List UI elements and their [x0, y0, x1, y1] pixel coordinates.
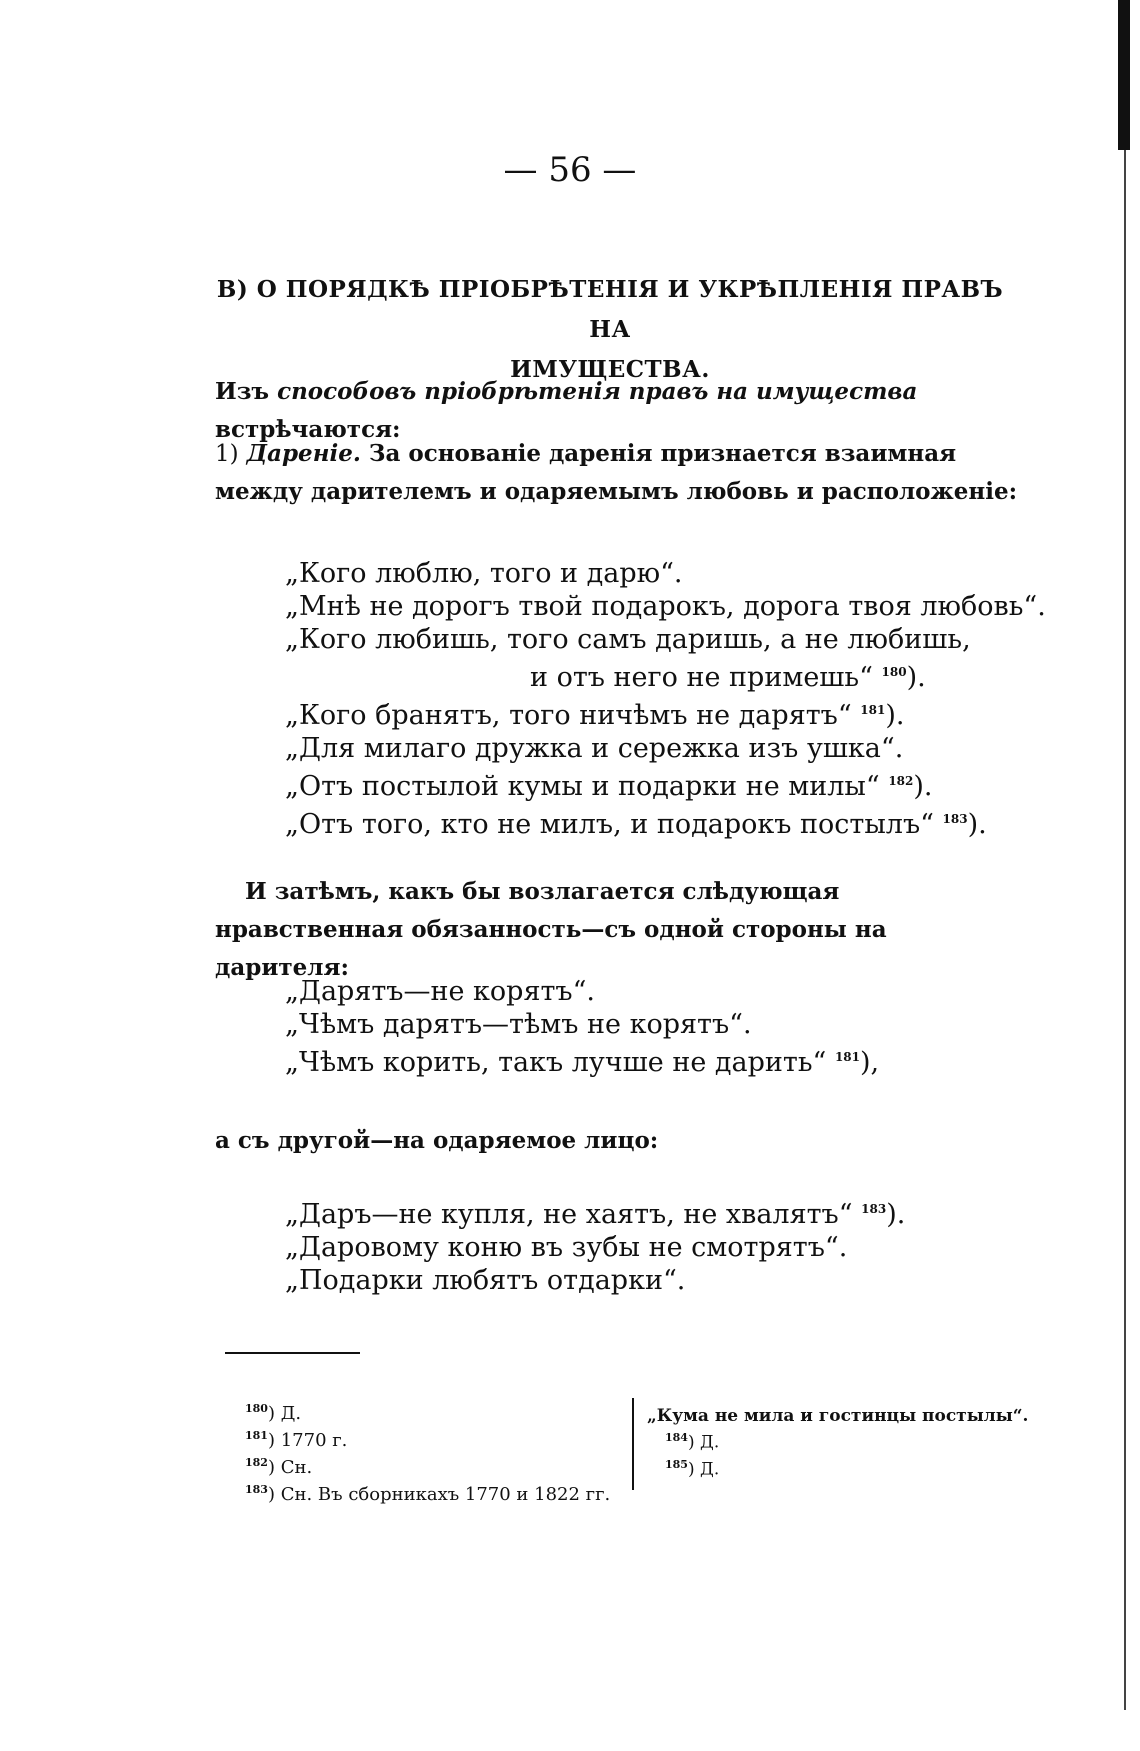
- proverb-line: „Дарятъ—не корятъ“.: [285, 976, 595, 1007]
- footnotes-left: [245, 1398, 610, 1506]
- footnote-ref: 181: [860, 703, 886, 717]
- section-heading: [200, 270, 1020, 390]
- footnote-ref: 182: [888, 774, 914, 788]
- section-1-text: За основаніе даренія признается взаимная между дарителемъ и одаряемымъ любовь и расположеніе:: [215, 440, 1018, 505]
- proverb-line: „Мнѣ не дорогъ твой подарокъ, дорога твоя любовь“.: [285, 591, 1046, 622]
- footnote-item: $^{182}$) Сн.: [245, 1456, 313, 1478]
- section-1-paragraph: [215, 435, 1025, 511]
- paragraph-3: а съ другой—на одаряемое лицо:: [215, 1127, 659, 1154]
- intro-post: встрѣчаются:: [215, 416, 401, 443]
- scan-edge-line: [1124, 150, 1126, 1710]
- proverb-line: „Отъ постылой кумы и подарки не милы“ $^{182}$).: [285, 771, 933, 802]
- footnote-ref: 180: [881, 665, 907, 679]
- heading-line-2: ИМУЩЕСТВА.: [510, 356, 710, 383]
- footnote-column-divider: [632, 1398, 634, 1490]
- intro-italic: способовъ пріобрѣтенія правъ на имущества: [277, 378, 918, 405]
- proverbs-block-1: [285, 557, 1046, 841]
- footnote-item: $^{181}$) 1770 г.: [245, 1429, 348, 1451]
- intro-pre: Изъ: [215, 378, 270, 405]
- section-1-title: Дареніе.: [246, 440, 361, 467]
- heading-line-1: В) О ПОРЯДКѢ ПРІОБРѢТЕНІЯ И УКРѢПЛЕНІЯ ПРАВЪ НА: [216, 276, 1004, 343]
- proverb-line: „Чѣмъ корить, такъ лучше не дарить“ $^{181}$),: [285, 1047, 880, 1078]
- proverb-line: и отъ него не примешь“ $^{180}$).: [530, 662, 926, 693]
- proverbs-block-2: [285, 975, 879, 1079]
- proverb-line: „Даровому коню въ зубы не смотрятъ“.: [285, 1232, 848, 1263]
- proverbs-block-3: [285, 1193, 905, 1297]
- scan-edge-bar: [1118, 0, 1130, 150]
- proverb-line: „Кого люблю, того и дарю“.: [285, 558, 683, 589]
- footnote-rule: [225, 1352, 360, 1354]
- footnote-ref: 183: [861, 1202, 887, 1216]
- footnote-ref: 181: [834, 1050, 860, 1064]
- footnote-item: $^{180}$) Д.: [245, 1402, 302, 1424]
- footnote-item: $^{183}$) Сн. Въ сборникахъ 1770 и 1822 гг.: [245, 1483, 611, 1505]
- footnote-ref: 183: [942, 812, 968, 826]
- paragraph-2: И затѣмъ, какъ бы возлагается слѣдующая нравственная обязанность—съ одной стороны на дарителя:: [215, 878, 887, 981]
- page-number: — 56 —: [503, 150, 637, 190]
- proverb-line: „Кого бранятъ, того ничѣмъ не дарятъ“ $^{181}$).: [285, 700, 905, 731]
- footnotes-right: [647, 1405, 1028, 1480]
- proverb-line: „Чѣмъ дарятъ—тѣмъ не корятъ“.: [285, 1009, 752, 1040]
- footnote-quote: „Кума не мила и гостинцы постылы“.: [647, 1406, 1029, 1426]
- proverb-line: „Кого любишь, того самъ даришь, а не любишь,: [285, 624, 971, 655]
- footnote-item: $^{184}$) Д.: [665, 1431, 720, 1453]
- proverb-line: „Даръ—не купля, не хаятъ, не хвалятъ“ $^{183}$).: [285, 1199, 906, 1230]
- footnote-item: $^{185}$) Д.: [665, 1457, 720, 1480]
- proverb-line: „Подарки любятъ отдарки“.: [285, 1265, 686, 1296]
- proverb-line: „Для милаго дружка и сережка изъ ушка“.: [285, 733, 904, 764]
- proverb-line: „Отъ того, кто не милъ, и подарокъ постылъ“ $^{183}$).: [285, 809, 987, 840]
- section-1-number: 1): [215, 441, 239, 467]
